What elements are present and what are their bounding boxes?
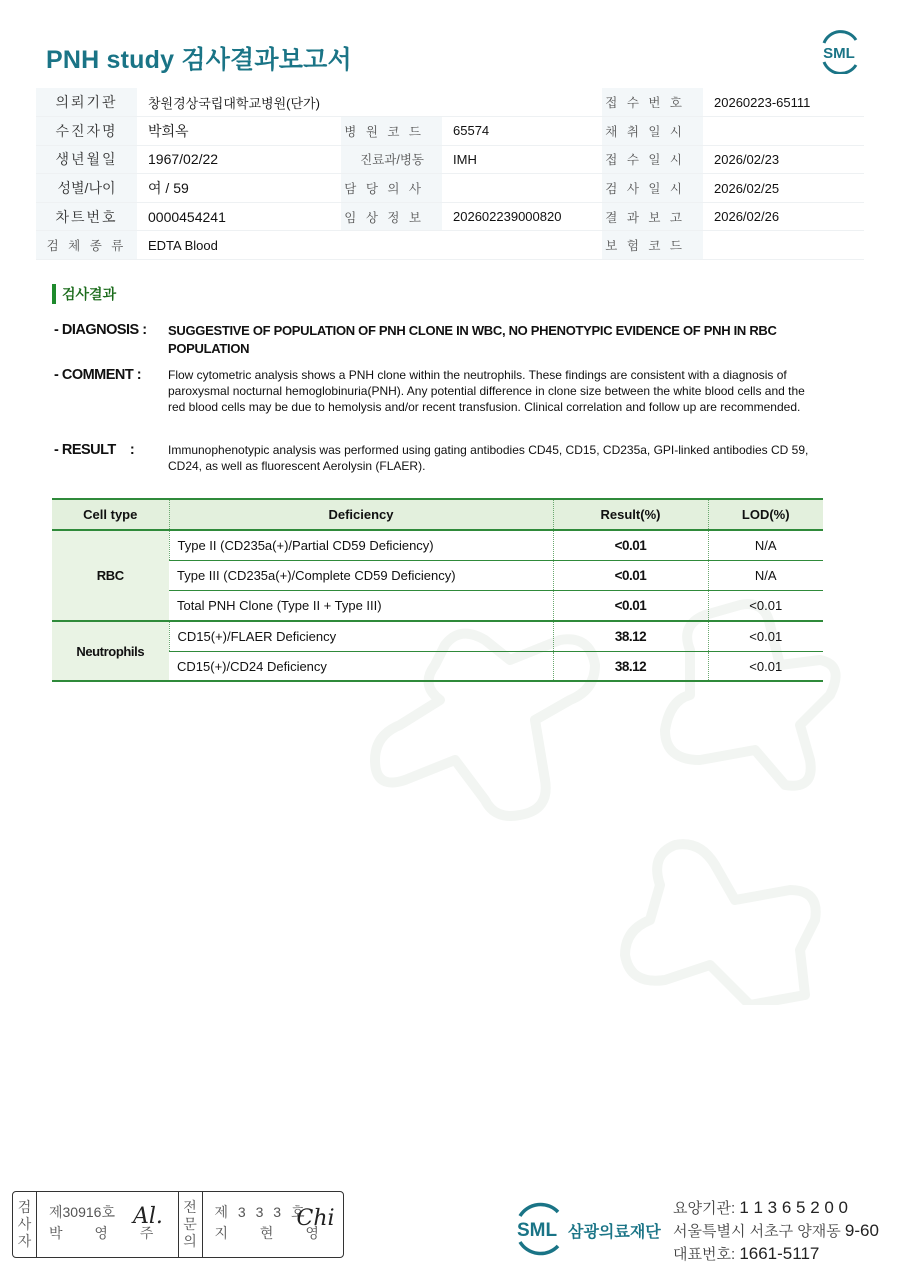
footer-sml-logo-icon [508, 1200, 568, 1256]
footer-phone-line [673, 1243, 879, 1266]
comment-label: - COMMENT : [54, 367, 142, 383]
signature-box [12, 1191, 344, 1258]
lod-value: N/A [708, 560, 823, 590]
comment-text: Flow cytometric analysis shows a PNH clone within the neutrophils. These findings are consistent with a diagnosis of paroxysmal nocturnal hemoglobinuria(PNH). Any potential difference in clone size between the white blood cells and the red blood cells may be due to hemolysis and/or recent transfusion. Clinical correlation and follow up are recommended. [168, 368, 805, 414]
role-char: 의 [183, 1233, 197, 1249]
diagnosis-text: SUGGESTIVE OF POPULATION OF PNH CLONE IN WBC, NO PHENOTYPIC EVIDENCE OF PNH IN RBC POPULATION [168, 323, 777, 356]
patient-info-table [36, 88, 864, 260]
footer-org-name: 삼광의료재단 [568, 1224, 661, 1241]
results-table [52, 498, 823, 682]
info-label: 병 원 코 드 [341, 117, 442, 146]
specialist-license: 제 3 3 3 호 [214, 1204, 308, 1220]
phone-number: 1661-5117 [739, 1244, 820, 1263]
info-label: 검 사 일 시 [602, 174, 703, 203]
info-row [36, 117, 864, 146]
deficiency-cell: Type II (CD235a(+)/Partial CD59 Deficiency) [169, 530, 553, 560]
info-label: 접 수 번 호 [602, 88, 703, 117]
info-label: 담 당 의 사 [341, 174, 442, 203]
info-row [36, 202, 864, 231]
deficiency-cell: Total PNH Clone (Type II + Type III) [169, 591, 553, 621]
footer-address-line [673, 1220, 879, 1243]
info-value-collection-date [703, 117, 864, 146]
result-value: <0.01 [553, 530, 708, 560]
deficiency-cell: Type III (CD235a(+)/Complete CD59 Deficiency) [169, 560, 553, 590]
examiner-name: 박 영 주 [49, 1225, 168, 1241]
result-value: 38.12 [553, 651, 708, 681]
result-block [54, 442, 824, 474]
svg-text:SML: SML [823, 45, 855, 62]
specialist-name: 지 현 영 [214, 1225, 333, 1241]
info-value-clinical-info: 202602239000820 [442, 202, 602, 231]
role-char: 전 [183, 1199, 197, 1215]
role-char: 사 [17, 1216, 32, 1232]
deficiency-cell: CD15(+)/FLAER Deficiency [169, 621, 553, 651]
info-value-birthdate: 1967/02/22 [137, 145, 341, 174]
info-label: 차트번호 [36, 202, 137, 231]
cell-type-rbc: RBC [52, 530, 169, 621]
sml-logo-icon [816, 30, 862, 74]
examiner-role-label [13, 1192, 37, 1257]
institution-code: 1 1 3 6 5 2 0 0 [739, 1198, 849, 1217]
result-value: 38.12 [553, 621, 708, 651]
specialist-role-label [179, 1192, 203, 1257]
address-number: 9-60 [844, 1221, 879, 1240]
cell-type-neutrophils: Neutrophils [52, 621, 169, 682]
result-value: <0.01 [553, 591, 708, 621]
info-label: 의뢰기관 [36, 88, 137, 117]
lod-value: <0.01 [708, 651, 823, 681]
specialist-signature-cell [203, 1192, 344, 1257]
info-label: 임 상 정 보 [341, 202, 442, 231]
info-label: 채 취 일 시 [602, 117, 703, 146]
role-char: 자 [17, 1233, 32, 1249]
table-row [52, 621, 823, 651]
header-deficiency: Deficiency [169, 499, 553, 530]
specialist-signature: Chi [296, 1206, 335, 1231]
info-label: 접 수 일 시 [602, 145, 703, 174]
comment-block [54, 367, 824, 415]
info-row [36, 88, 864, 117]
info-row [36, 231, 864, 260]
role-char: 검 [17, 1199, 32, 1215]
lod-value: N/A [708, 530, 823, 560]
phone-label: 대표번호: [673, 1246, 736, 1263]
info-label: 검 체 종 류 [36, 231, 137, 260]
address-label: 서울특별시 서초구 양재동 [673, 1223, 841, 1240]
result-label: - RESULT : [54, 442, 135, 458]
table-row [52, 530, 823, 560]
info-label: 성별/나이 [36, 174, 137, 203]
results-table-header-row [52, 499, 823, 530]
footer-institution-line [673, 1197, 879, 1220]
deficiency-cell: CD15(+)/CD24 Deficiency [169, 651, 553, 681]
info-row [36, 145, 864, 174]
result-text: Immunophenotypic analysis was performed using gating antibodies CD45, CD15, CD235a, GPI-linked antibodies CD 59, CD24, as well as fluorescent Aerolysin (FLAER). [168, 443, 809, 473]
info-value-test-date: 2026/02/25 [703, 174, 864, 203]
result-value: <0.01 [553, 560, 708, 590]
diagnosis-label: - DIAGNOSIS : [54, 322, 147, 338]
info-label: 보 험 코 드 [602, 231, 703, 260]
role-char: 문 [183, 1216, 197, 1232]
lod-value: <0.01 [708, 621, 823, 651]
info-label: 생년월일 [36, 145, 137, 174]
header-lod: LOD(%) [708, 499, 823, 530]
info-value-hospital-code: 65574 [442, 117, 602, 146]
info-label: 진료과/병동 [341, 145, 442, 174]
section-title-results: 검사결과 [52, 284, 116, 304]
lod-value: <0.01 [708, 591, 823, 621]
footer-info [673, 1197, 879, 1266]
examiner-signature: Al. [133, 1204, 163, 1229]
info-value-requesting-institution: 창원경상국립대학교병원(단가) [137, 88, 602, 117]
info-value-chart-number: 0000454241 [137, 202, 341, 231]
info-label: 결 과 보 고 [602, 202, 703, 231]
info-value-specimen-type: EDTA Blood [137, 231, 602, 260]
info-value-department: IMH [442, 145, 602, 174]
info-value-patient-name: 박희옥 [137, 117, 341, 146]
examiner-license: 제30916호 [49, 1204, 115, 1220]
info-value-insurance-code [703, 231, 864, 260]
info-row [36, 174, 864, 203]
info-value-accession-number: 20260223-65111 [703, 88, 864, 117]
report-title: PNH study 검사결과보고서 [46, 46, 352, 74]
header-result: Result(%) [553, 499, 708, 530]
diagnosis-block [54, 322, 824, 358]
svg-text:SML: SML [516, 1220, 558, 1241]
header-cell-type: Cell type [52, 499, 169, 530]
info-value-sex-age: 여 / 59 [137, 174, 341, 203]
info-value-report-date: 2026/02/26 [703, 202, 864, 231]
info-label: 수진자명 [36, 117, 137, 146]
institution-label: 요양기관: [673, 1200, 736, 1217]
examiner-signature-cell [37, 1192, 179, 1257]
info-value-physician [442, 174, 602, 203]
info-value-received-date: 2026/02/23 [703, 145, 864, 174]
